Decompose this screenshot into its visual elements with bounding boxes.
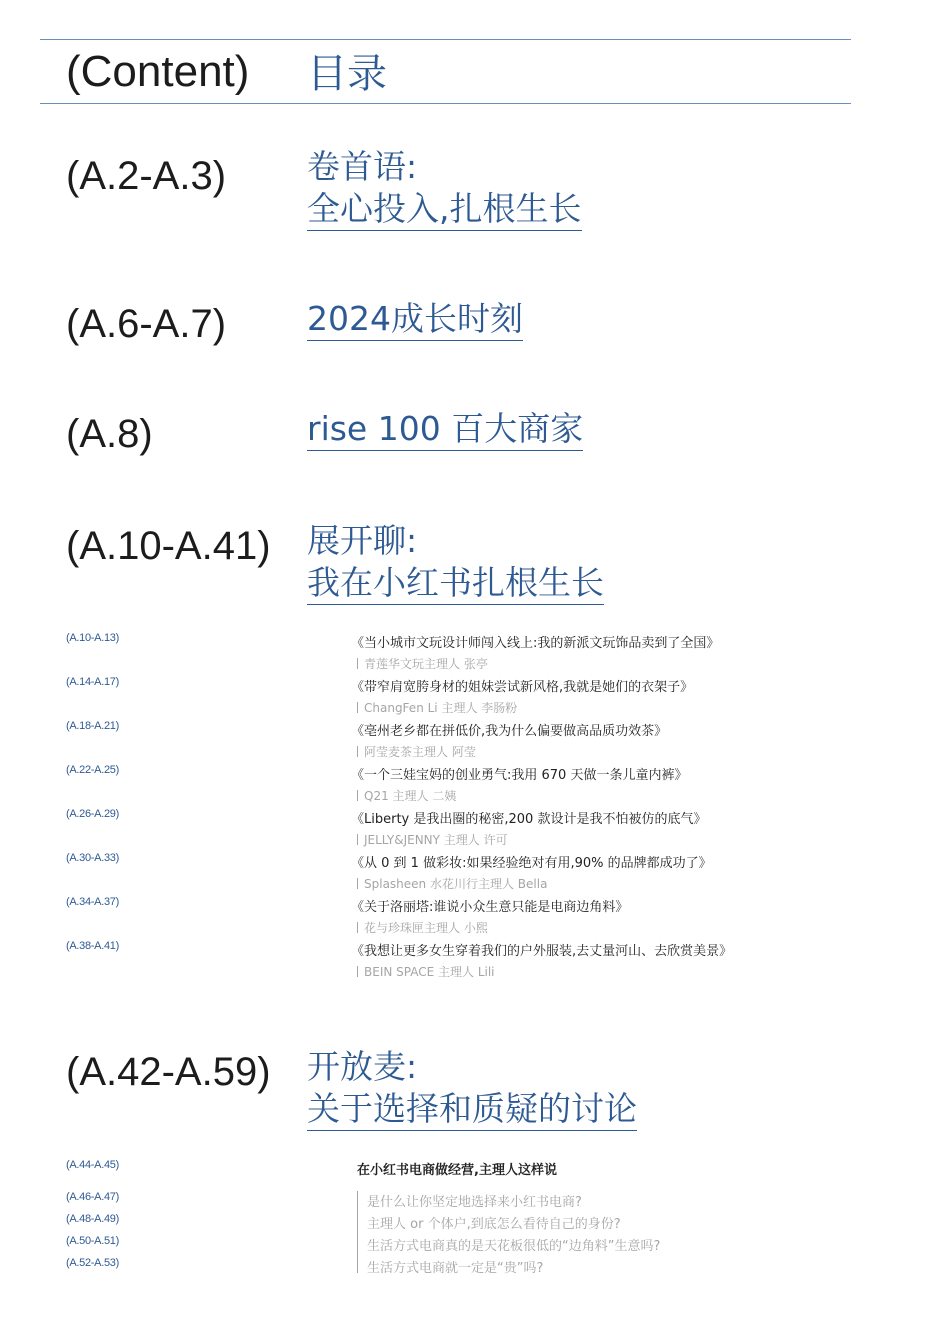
question-item[interactable]: 生活方式电商真的是天花板很低的“边角料”生意吗?: [367, 1239, 661, 1254]
article-author: Splasheen 水花川行主理人 Bella: [357, 875, 547, 892]
article-title[interactable]: 《当小城市文玩设计师闯入线上:我的新派文玩饰品卖到了全国》: [351, 636, 720, 651]
article-range: (A.22-A.25): [66, 764, 119, 776]
section-range: (A.2-A.3): [66, 154, 227, 198]
article-title[interactable]: 《我想让更多女生穿着我们的户外服装,去丈量河山、去欣赏美景》: [351, 944, 733, 959]
question-range: (A.48-A.49): [66, 1213, 119, 1225]
article-author: 阿莹麦茶主理人 阿莹: [357, 743, 476, 760]
section-range: (A.10-A.41): [66, 524, 271, 568]
article-range: (A.18-A.21): [66, 720, 119, 732]
section-title-line: 关于选择和质疑的讨论: [307, 1088, 637, 1131]
section-range: (A.42-A.59): [66, 1050, 271, 1094]
section-title[interactable]: [307, 298, 523, 341]
question-item[interactable]: 主理人 or 个体户,到底怎么看待自己的身份?: [367, 1217, 621, 1232]
section-range: (A.8): [66, 412, 153, 456]
section-title-line: 全心投入,扎根生长: [307, 188, 582, 231]
article-author: ChangFen Li 主理人 李肠粉: [357, 699, 517, 716]
section-title-line: 我在小红书扎根生长: [307, 562, 604, 605]
question-range: (A.52-A.53): [66, 1257, 119, 1269]
article-range: (A.10-A.13): [66, 632, 119, 644]
section-title[interactable]: [307, 520, 604, 605]
article-author: Q21 主理人 二姨: [357, 787, 456, 804]
section-title[interactable]: [307, 408, 583, 451]
open-mic-head-title[interactable]: 在小红书电商做经营,主理人这样说: [357, 1163, 557, 1178]
section-title-line: 卷首语:: [307, 147, 418, 186]
section-title[interactable]: [307, 146, 582, 231]
question-item[interactable]: 是什么让你坚定地选择来小红书电商?: [367, 1195, 582, 1210]
article-author: 青莲华文玩主理人 张亭: [357, 655, 488, 672]
article-range: (A.38-A.41): [66, 940, 119, 952]
section-range: (A.6-A.7): [66, 302, 227, 346]
question-list-divider: [357, 1191, 358, 1273]
header-rule: [40, 103, 851, 104]
article-title[interactable]: 《Liberty 是我出圈的秘密,200 款设计是我不怕被仿的底气》: [351, 812, 707, 827]
article-author: BEIN SPACE 主理人 Lili: [357, 963, 495, 980]
section-title-line: rise 100 百大商家: [307, 408, 583, 451]
page-title: 目录: [307, 51, 387, 97]
top-rule: [40, 39, 851, 40]
article-range: (A.30-A.33): [66, 852, 119, 864]
section-title[interactable]: [307, 1046, 637, 1131]
article-title[interactable]: 《一个三娃宝妈的创业勇气:我用 670 天做一条儿童内裤》: [351, 768, 688, 783]
article-range: (A.34-A.37): [66, 896, 119, 908]
section-title-line: 展开聊:: [307, 521, 418, 560]
section-title-line: 开放麦:: [307, 1047, 418, 1086]
section-title-line: 2024成长时刻: [307, 298, 523, 341]
question-range: (A.46-A.47): [66, 1191, 119, 1203]
article-range: (A.26-A.29): [66, 808, 119, 820]
question-range: (A.50-A.51): [66, 1235, 119, 1247]
open-mic-head-range: (A.44-A.45): [66, 1159, 119, 1171]
article-title[interactable]: 《关于洛丽塔:谁说小众生意只能是电商边角料》: [351, 900, 629, 915]
article-title[interactable]: 《亳州老乡都在拼低价,我为什么偏要做高品质功效茶》: [351, 724, 668, 739]
article-title[interactable]: 《从 0 到 1 做彩妆:如果经验绝对有用,90% 的品牌都成功了》: [351, 856, 712, 871]
article-title[interactable]: 《带窄肩宽胯身材的姐妹尝试新风格,我就是她们的衣架子》: [351, 680, 694, 695]
article-author: 花与珍珠匣主理人 小熙: [357, 919, 488, 936]
question-item[interactable]: 生活方式电商就一定是“贵”吗?: [367, 1261, 544, 1276]
content-label: (Content): [66, 47, 250, 96]
article-author: JELLY&JENNY 主理人 许可: [357, 831, 508, 848]
article-range: (A.14-A.17): [66, 676, 119, 688]
